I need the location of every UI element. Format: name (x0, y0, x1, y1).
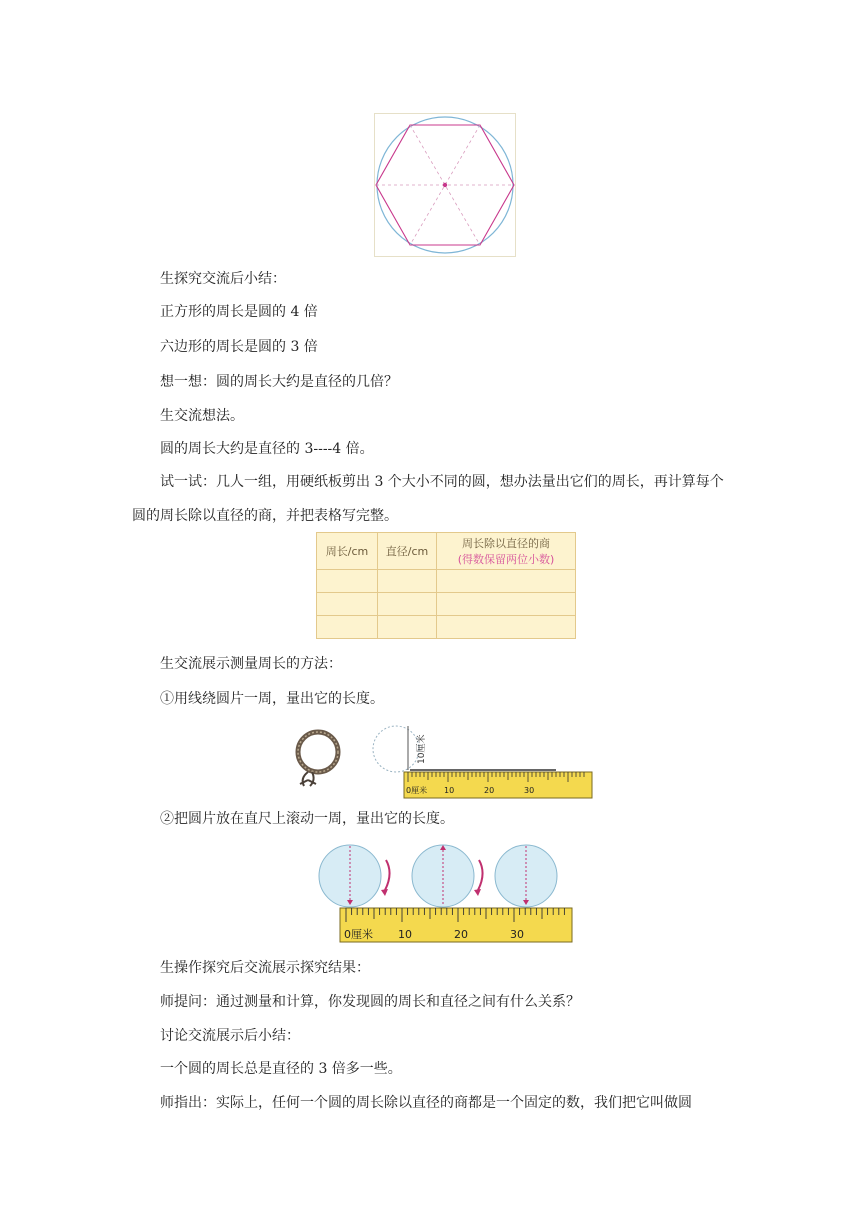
table-header-circumference: 周长/cm (317, 533, 378, 570)
ruler1-label-10: 10 (444, 786, 455, 795)
ruler1-label-0: 0厘米 (406, 786, 428, 795)
show-methods-text: 生交流展示测量周长的方法： (160, 656, 342, 672)
table-header-diameter: 直径/cm (378, 533, 437, 570)
string-measure-figure (294, 718, 594, 802)
think-question-text: 想一想：圆的周长大约是直径的几倍？ (160, 374, 398, 390)
summary-intro-text: 生探究交流后小结： (160, 271, 286, 287)
table-header-quotient-label: 周长除以直径的商 (462, 537, 550, 550)
table-header-quotient (437, 533, 576, 570)
conclusion-text: 一个圆的周长总是直径的 3 倍多一些。 (160, 1061, 402, 1077)
measurement-table (316, 532, 576, 639)
hexagon-circle-figure (374, 113, 516, 257)
ruler1-label-30: 30 (524, 786, 535, 795)
ruler2-label-10: 10 (398, 928, 412, 941)
ruler1-label-20: 20 (484, 786, 495, 795)
teacher-question-text: 师提问：通过测量和计算，你发现圆的周长和直径之间有什么关系？ (160, 994, 580, 1010)
ruler2-label-0: 0厘米 (344, 928, 373, 941)
method1-text: ①用线绕圆片一周，量出它的长度。 (160, 691, 384, 707)
table-row (317, 593, 576, 616)
table-row (317, 570, 576, 593)
ruler2-label-30: 30 (510, 928, 524, 941)
discuss-summary-text: 讨论交流展示后小结： (160, 1028, 300, 1044)
share-ideas-text: 生交流想法。 (160, 408, 244, 424)
ruler2-label-20: 20 (454, 928, 468, 941)
try-it-text: 试一试：几人一组，用硬纸板剪出 3 个大小不同的圆，想办法量出它们的周长，再计算每个圆的周长除以直径的商，并把表格写完整。 (132, 474, 724, 524)
method2-text: ②把圆片放在直尺上滚动一周，量出它的长度。 (160, 811, 454, 827)
table-row (317, 616, 576, 639)
square-perimeter-text: 正方形的周长是圆的 4 倍 (160, 304, 318, 320)
results-text: 生操作探究后交流展示探究结果： (160, 960, 370, 976)
teacher-point-text: 师指出：实际上，任何一个圆的周长除以直径的商都是一个固定的数，我们把它叫做圆 (160, 1095, 692, 1111)
vertical-length-label: 10厘米 (417, 734, 427, 764)
rolling-measure-figure (318, 840, 574, 944)
estimate-text: 圆的周长大约是直径的 3----4 倍。 (160, 441, 374, 457)
hexagon-perimeter-text: 六边形的周长是圆的 3 倍 (160, 339, 318, 355)
table-header-note: (得数保留两位小数) (457, 553, 555, 566)
